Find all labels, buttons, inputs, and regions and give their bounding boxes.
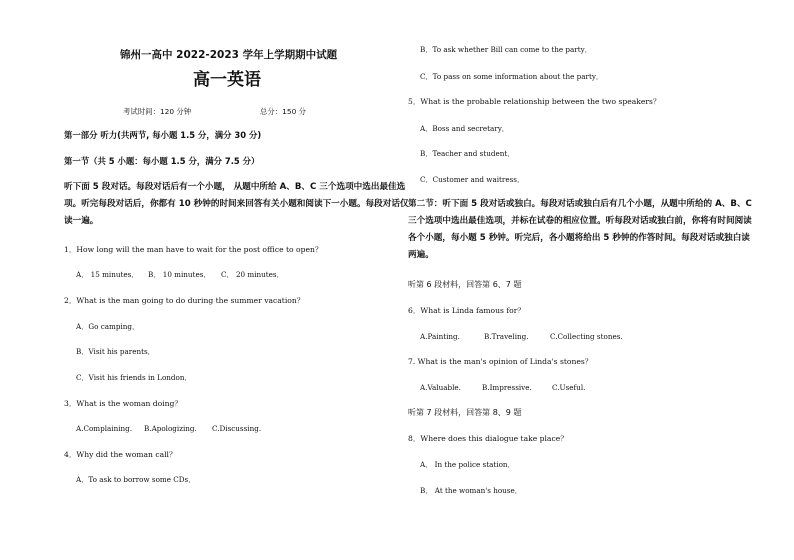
q1-option-b: B． 10 minutes． (148, 270, 211, 279)
q5-option-b: B．Teacher and student． (420, 149, 515, 158)
q6-option-c: C.Collecting stones. (550, 332, 623, 341)
q2-option-b: B．Visit his parents． (76, 347, 155, 356)
exam-time: 考试时间：120 分钟 (123, 107, 192, 116)
q8-option-b: B． At the woman's house． (420, 486, 522, 495)
q1-option-c: C． 20 minutes． (221, 270, 284, 279)
total-score: 总分：150 分 (260, 107, 307, 116)
q6-option-b: B.Traveling. (484, 332, 529, 341)
question-2: 2．What is the man going to do during the summer vacation？ (64, 296, 305, 305)
passage-7-label: 听第 7 段材料，回答第 8、9 题 (408, 408, 522, 417)
q3-option-b: B.Apologizing. (144, 424, 197, 433)
question-6: 6．What is Linda famous for？ (408, 306, 525, 315)
q8-option-a: A． In the police station． (420, 460, 515, 469)
q2-option-a: A．Go camping． (76, 322, 140, 331)
q5-option-a: A．Boss and secretary． (420, 124, 509, 133)
subject-title: 高一英语 (193, 70, 261, 90)
question-5: 5．What is the probable relationship between the two speakers？ (408, 97, 661, 106)
passage-6-label: 听第 6 段材料，回答第 6、7 题 (408, 280, 522, 289)
q2-option-c: C．Visit his friends in London． (76, 373, 192, 382)
q4-option-a: A．To ask to borrow some CDs． (76, 475, 196, 484)
section1-heading: 第一节（共 5 小题：每小题 1.5 分，满分 7.5 分） (64, 156, 260, 166)
q3-option-c: C.Discussing. (212, 424, 262, 433)
q7-option-b: B.Impressive. (482, 383, 532, 392)
section1-directions: 听下面 5 段对话。每段对话后有一个小题， 从题中所给 A、B、C 三个选项中选出最佳选项。听完每段对话后，你都有 10 秒钟的时间来回答有关小题和阅读下一小题。每段对话仅读一遍。 (64, 182, 409, 226)
q7-option-a: A.Valuable. (420, 383, 461, 392)
question-1: 1．How long will the man have to wait for the post office to open？ (64, 245, 323, 254)
q5-option-c: C．Customer and waitress． (420, 175, 525, 184)
q3-option-a: A.Complaining. (76, 424, 133, 433)
question-4: 4．Why did the woman call？ (64, 450, 177, 459)
question-8: 8．Where does this dialogue take place？ (408, 434, 568, 443)
part1-heading: 第一部分 听力(共两节, 每小题 1.5 分，满分 30 分) (64, 130, 262, 140)
q6-option-a: A.Painting. (420, 332, 460, 341)
q1-option-a: A． 15 minutes． (76, 270, 139, 279)
question-7: 7. What is the man's opinion of Linda's stones？ (408, 357, 593, 366)
q4-option-b: B．To ask whether Bill can come to the party． (420, 45, 592, 54)
school-title: 锦州一高中 2022-2023 学年上学期期中试题 (120, 49, 338, 61)
q4-option-c: C．To pass on some information about the party． (420, 72, 604, 81)
q7-option-c: C.Useful. (552, 383, 586, 392)
question-3: 3．What is the woman doing？ (64, 399, 183, 408)
section2-directions: 第二节：听下面 5 段对话或独白。每段对话或独白后有几个小题，从题中所给的 A、B、C 三个选项中选出最佳选项，并标在试卷的相应位置。听每段对话或独白前，你将有时间阅读各个小题，每小题 5 秒钟。听完后，各小题将给出 5 秒钟的作答时间。每段对话或独白读两遍。 (408, 199, 752, 260)
